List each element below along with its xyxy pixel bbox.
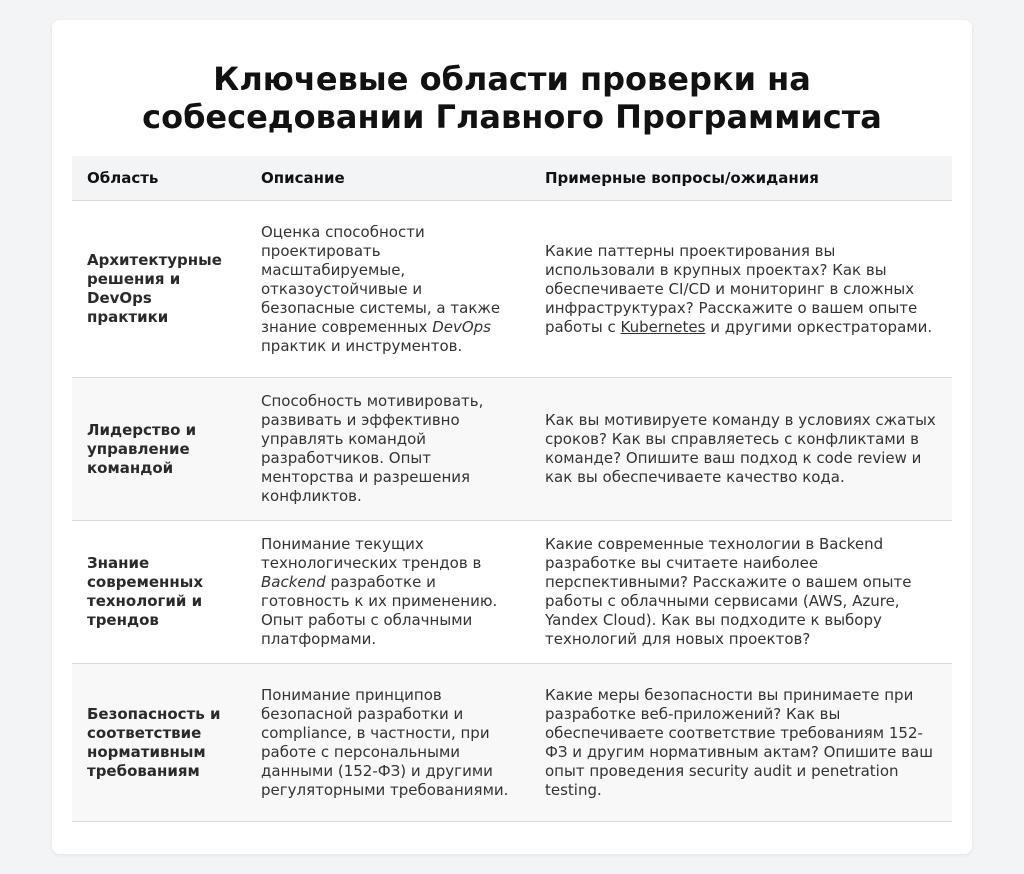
row-description-text: Оценка способности проектировать масштабируемые, отказоустойчивые и безопасные системы, а также знание современных [261,222,501,336]
row-questions [530,201,952,378]
row-area: Знание современных технологий и трендов [72,521,246,664]
row-questions-text: Какие паттерны проектирования вы использовали в крупных проектах? Как вы обеспечиваете CI/CD и мониторинг в сложных инфраструктурах? Расскажите о вашем опыте работы с [545,241,918,336]
row-questions-text-end: и другими оркестраторами. [705,317,933,336]
table-row [72,378,952,521]
interview-areas-table [72,156,952,822]
header-description: Описание [246,156,530,201]
row-description-emphasis: Backend [261,573,326,591]
row-description-text-end: практик и инструментов. [261,336,463,355]
row-questions: Какие меры безопасности вы принимаете при разработке веб-приложений? Как вы обеспечиваете соответствие требованиям 152-ФЗ и другим нормативным актам? Опишите ваш опыт проведения security audit и penetration testing. [530,664,952,822]
page-title-line-1: Ключевые области проверки на [213,60,811,98]
row-description: Способность мотивировать, развивать и эффективно управлять командой разработчиков. Опыт менторства и разрешения конфликтов. [246,378,530,521]
table-row [72,521,952,664]
row-questions: Какие современные технологии в Backend разработке вы считаете наиболее перспективными? Расскажите о вашем опыте работы с облачными сервисами (AWS, Azure, Yandex Cloud). Как вы подходите к выбору технологий для новых проектов? [530,521,952,664]
content-card [52,20,972,854]
table-header-row [72,156,952,201]
row-questions: Как вы мотивируете команду в условиях сжатых сроков? Как вы справляетесь с конфликтами в команде? Опишите ваш подход к code review и как вы обеспечиваете качество кода. [530,378,952,521]
row-description-emphasis: DevOps [432,317,492,336]
table-row [72,201,952,378]
page-title-line-2: собеседовании Главного Программиста [142,98,882,136]
row-area: Архитектурные решения и DevOps практики [72,201,246,378]
header-questions: Примерные вопросы/ожидания [530,156,952,201]
table-row [72,664,952,822]
row-area: Лидерство и управление командой [72,378,246,521]
page-title [72,60,952,136]
row-description-text-end: разработке и готовность к их применению. Опыт работы с облачными платформами. [261,573,498,648]
row-description-text: Понимание текущих технологических трендов в [261,535,482,572]
row-area: Безопасность и соответствие нормативным требованиям [72,664,246,822]
header-area: Область [72,156,246,201]
kubernetes-link[interactable]: Kubernetes [620,317,706,336]
row-description [246,201,530,378]
row-description [246,521,530,664]
row-description: Понимание принципов безопасной разработки и compliance, в частности, при работе с персональными данными (152-ФЗ) и другими регуляторными требованиями. [246,664,530,822]
